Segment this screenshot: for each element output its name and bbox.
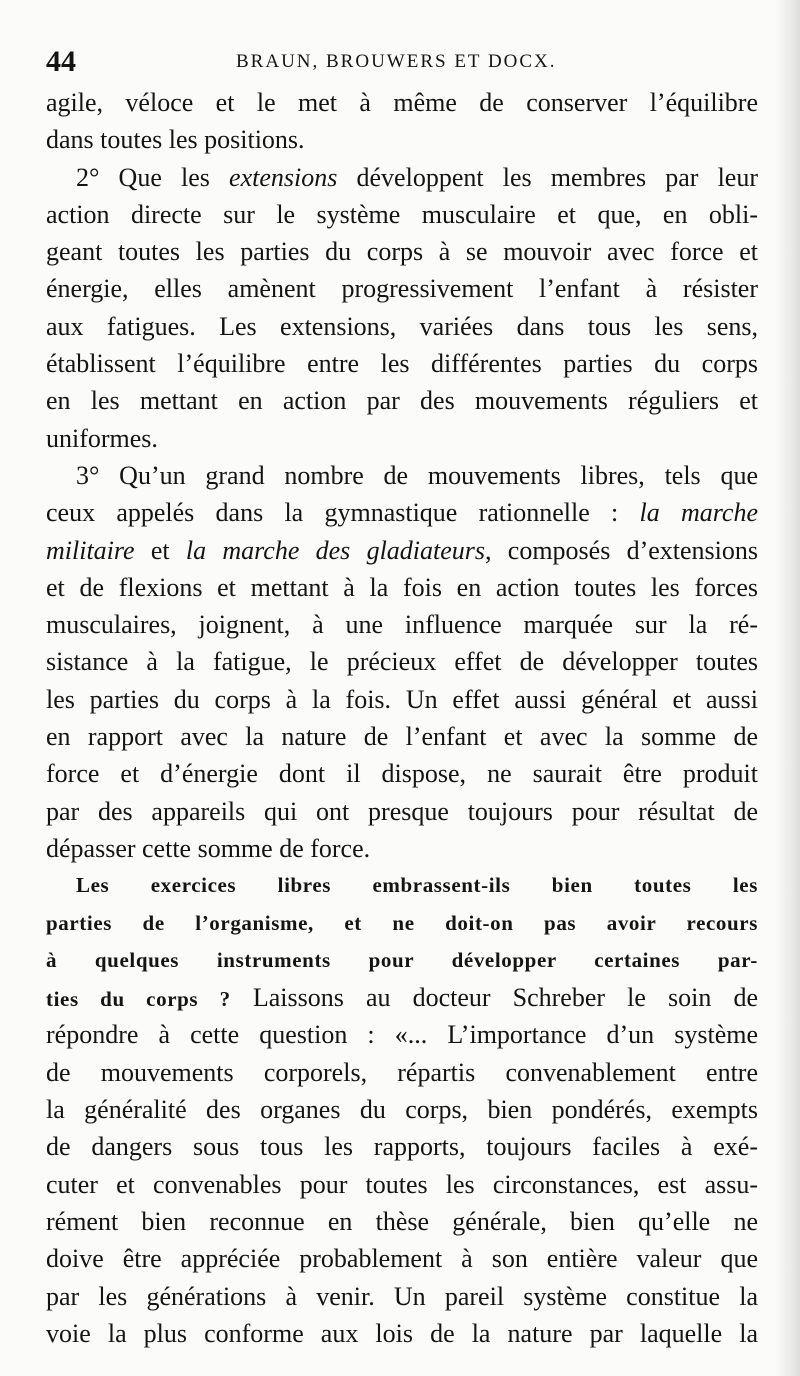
text-line: musculaires, joignent, à une influence marquée sur la ré-	[46, 610, 758, 640]
text-span: 2° Que les	[76, 162, 230, 192]
text-line: aux fatigues. Les extensions, variées dans tous les sens,	[46, 311, 758, 341]
text-line: établissent l’équilibre entre les différentes parties du corps	[46, 349, 758, 379]
text-line: énergie, elles amènent progressivement l’enfant à résister	[46, 274, 758, 304]
text-span: Laissons au docteur Schreber le soin de	[230, 983, 758, 1013]
italic-term: militaire	[46, 535, 135, 565]
bold-question-line: parties de l’organisme, et ne doit-on pas avoir recours	[46, 910, 758, 935]
bold-question-line: à quelques instruments pour développer certaines par-	[46, 947, 758, 972]
italic-term: extensions	[229, 162, 338, 192]
italic-term: la marche des gladiateurs	[185, 535, 486, 565]
text-line: dépasser cette somme de force.	[46, 833, 371, 863]
text-span: et	[134, 535, 186, 565]
text-line: de dangers sous tous les rapports, toujours faciles à exé-	[46, 1132, 758, 1162]
text-line	[46, 979, 758, 1016]
italic-term: la marche	[639, 498, 758, 528]
text-line	[46, 159, 758, 196]
text-span: ceux appelés dans la gymnastique rationnelle :	[46, 498, 640, 528]
text-line: par les générations à venir. Un pareil système constitue la	[46, 1281, 758, 1311]
text-span: développent les membres par leur	[337, 162, 758, 192]
text-line: les parties du corps à la fois. Un effet aussi général et aussi	[46, 684, 758, 714]
bold-question-line: Les exercices libres embrassent-ils bien toutes les	[76, 873, 758, 898]
text-line: cuter et convenables pour toutes les circonstances, est assu-	[46, 1169, 758, 1199]
text-line: uniformes.	[46, 423, 158, 453]
text-line	[46, 532, 758, 569]
text-line: rément bien reconnue en thèse générale, bien qu’elle ne	[46, 1206, 758, 1236]
text-span: , composés d’extensions	[485, 535, 758, 565]
page-spine-shadow	[774, 0, 800, 1376]
text-line: action directe sur le système musculaire et que, en obli-	[46, 199, 758, 229]
text-line: et de flexions et mettant à la fois en action toutes les forces	[46, 572, 758, 602]
text-line: la généralité des organes du corps, bien pondérés, exempts	[46, 1095, 758, 1125]
text-line: geant toutes les parties du corps à se mouvoir avec force et	[46, 237, 758, 267]
text-line: répondre à cette question : «... L’importance d’un système	[46, 1020, 758, 1050]
text-line: voie la plus conforme aux lois de la nature par laquelle la	[46, 1318, 758, 1348]
text-line	[46, 494, 758, 531]
bold-question-end: ties du corps ?	[46, 987, 231, 1012]
body-text	[46, 84, 758, 1352]
text-line: dans toutes les positions.	[46, 125, 305, 155]
page-header	[46, 42, 756, 82]
running-title: BRAUN, BROUWERS ET DOCX.	[236, 51, 557, 72]
text-line: agile, véloce et le met à même de conserver l’équilibre	[46, 88, 758, 117]
text-line: 3° Qu’un grand nombre de mouvements libres, tels que	[76, 460, 758, 490]
text-line: sistance à la fatigue, le précieux effet de développer toutes	[46, 647, 758, 677]
text-line: par des appareils qui ont presque toujours pour résultat de	[46, 796, 758, 826]
text-line: en les mettant en action par des mouvements réguliers et	[46, 386, 758, 416]
text-line: de mouvements corporels, répartis convenablement entre	[46, 1057, 758, 1087]
page-number: 44	[46, 45, 76, 78]
text-line: en rapport avec la nature de l’enfant et avec la somme de	[46, 722, 758, 752]
text-line: force et d’énergie dont il dispose, ne saurait être produit	[46, 759, 758, 789]
text-line: doive être appréciée probablement à son entière valeur que	[46, 1244, 758, 1274]
